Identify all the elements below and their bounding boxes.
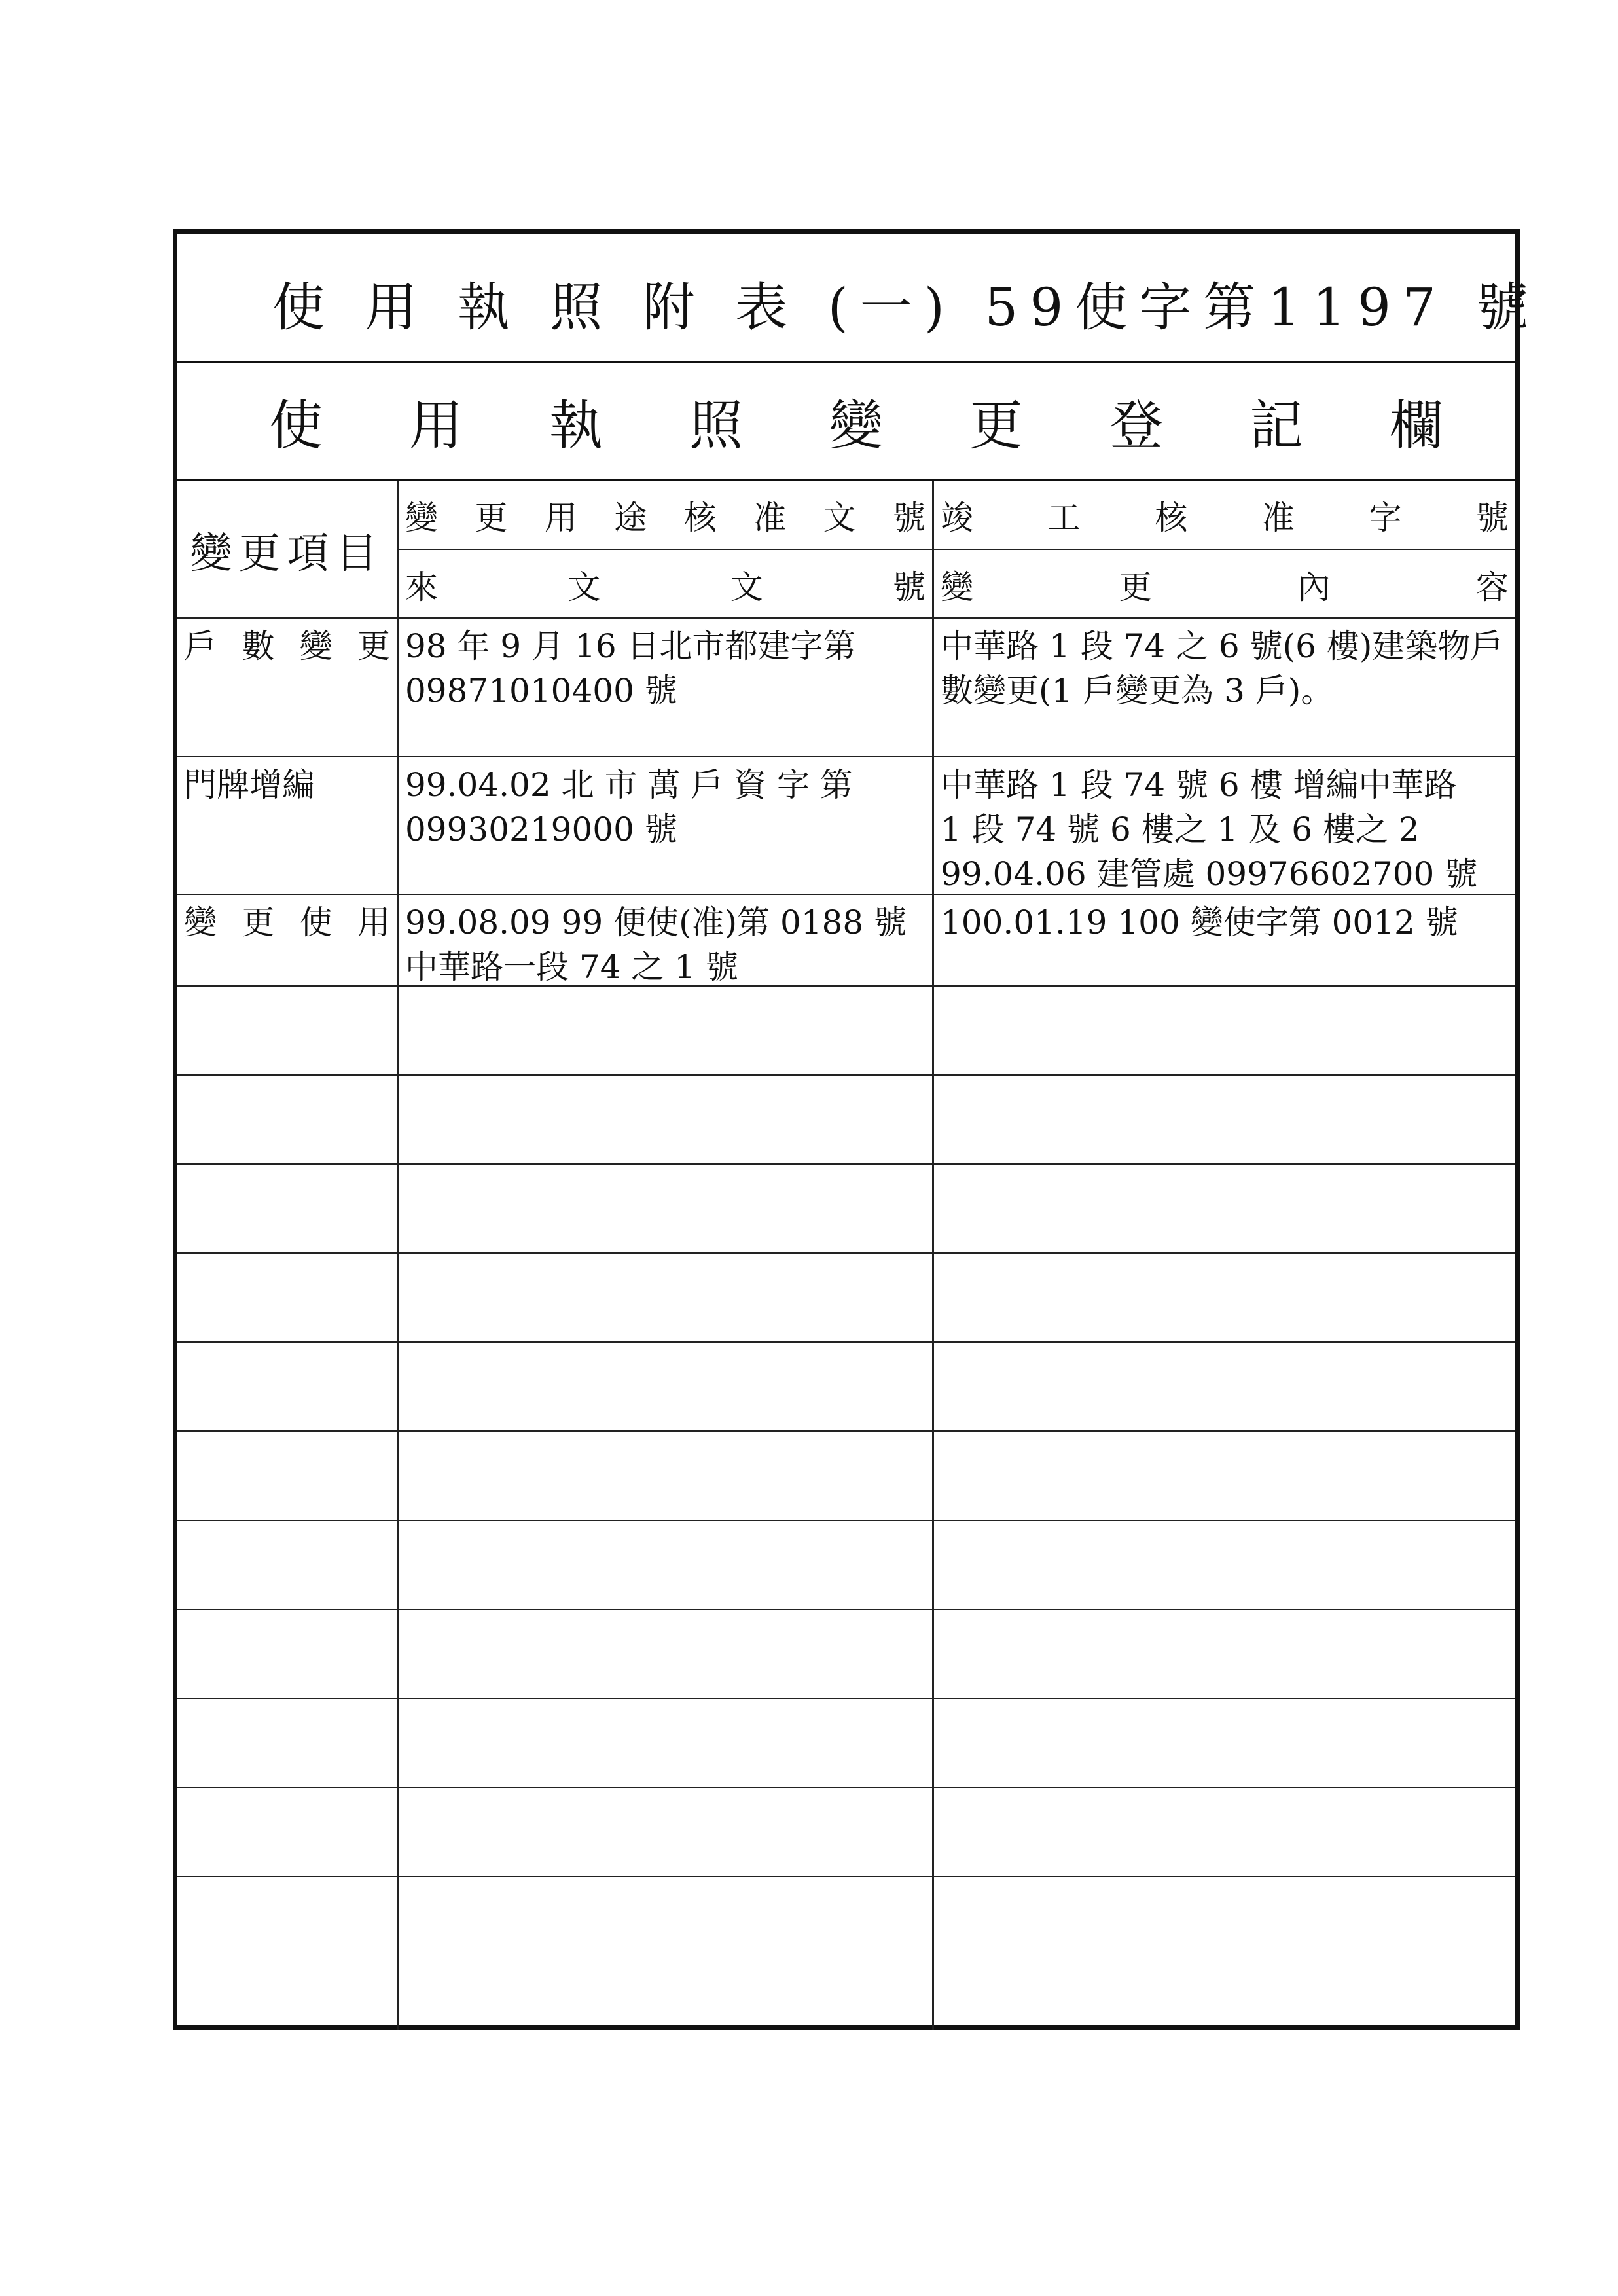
row-item (177, 757, 399, 894)
header-char: 更 (475, 498, 508, 537)
header-completion-no (934, 481, 1515, 550)
item-char: 變 (299, 627, 333, 665)
header-char: 文 (567, 568, 601, 606)
title-row (177, 234, 1541, 363)
header-char: 變 (405, 498, 438, 537)
item-char: 更 (357, 627, 390, 665)
header-char: 變 (941, 568, 973, 606)
header-char: 核 (683, 498, 717, 537)
header-char: 字 (1369, 498, 1402, 537)
content-line: 1 段 74 號 6 樓之 1 及 6 樓之 2 (941, 811, 1420, 848)
header-char: 竣 (941, 498, 973, 537)
header-char: 號 (892, 498, 926, 537)
content-line: 中華路 1 段 74 之 6 號(6 樓)建築物戶 (941, 627, 1503, 665)
doc-line: 09930219000 號 (405, 811, 677, 848)
subtitle-row (177, 363, 1515, 481)
subtitle-char: 記 (1249, 395, 1303, 457)
header-char: 准 (753, 498, 787, 537)
empty-row (177, 1343, 1515, 1432)
empty-row (177, 1699, 1515, 1788)
subtitle-char: 使 (269, 395, 323, 457)
content-line: 中華路 1 段 74 號 6 樓 增編中華路 (941, 766, 1457, 804)
empty-row (177, 1877, 1515, 2030)
header-char: 核 (1155, 498, 1188, 537)
empty-row (177, 1432, 1515, 1521)
item-char: 更 (242, 903, 275, 941)
doc-line: 99.08.09 99 便使(准)第 0188 號 (405, 903, 907, 941)
table-row (177, 757, 1515, 895)
subtitle-char: 欄 (1389, 395, 1443, 457)
empty-row (177, 1521, 1515, 1610)
content-line: 99.04.06 建管處 09976602700 號 (941, 855, 1478, 893)
row-item (177, 619, 399, 756)
header-char: 號 (892, 568, 926, 606)
table-row (177, 895, 1515, 987)
empty-row (177, 987, 1515, 1076)
row-content (934, 757, 1515, 894)
empty-row (177, 1165, 1515, 1254)
header-char: 更 (1119, 568, 1152, 606)
subtitle-char: 變 (829, 395, 883, 457)
content-line: 100.01.19 100 變使字第 0012 號 (941, 903, 1458, 941)
row-doc-no (399, 619, 934, 756)
header-char: 號 (1475, 498, 1509, 537)
subtitle-char: 執 (548, 395, 603, 457)
form-title: 使 用 執 照 附 表 (一) 59使字第1197 號 (272, 277, 1541, 338)
item-char: 變 (184, 903, 217, 941)
row-item (177, 895, 399, 985)
doc-line: 98 年 9 月 16 日北市都建字第 (405, 627, 856, 665)
header-char: 來 (405, 568, 438, 606)
item-text: 門牌增編 (184, 766, 315, 804)
subtitle-char: 登 (1109, 395, 1163, 457)
item-char: 用 (357, 903, 390, 941)
table-header (177, 481, 1515, 619)
header-char: 工 (1047, 498, 1081, 537)
item-char: 數 (242, 627, 275, 665)
content-line: 數變更(1 戶變更為 3 戶)。 (941, 672, 1334, 710)
header-char: 內 (1297, 568, 1331, 606)
empty-row (177, 1610, 1515, 1699)
row-content (934, 619, 1515, 756)
empty-row (177, 1254, 1515, 1343)
item-char: 戶 (184, 627, 217, 665)
header-char: 用 (544, 498, 577, 537)
header-approval-doc-no (399, 481, 934, 550)
empty-row (177, 1076, 1515, 1165)
subtitle-char: 照 (689, 395, 743, 457)
header-char: 途 (614, 498, 647, 537)
header-incoming-doc-no (399, 550, 934, 619)
header-change-content (934, 550, 1515, 619)
header-char: 文 (823, 498, 856, 537)
row-doc-no (399, 757, 934, 894)
doc-line: 99.04.02 北 市 萬 戶 資 字 第 (405, 766, 853, 804)
row-content (934, 895, 1515, 985)
item-char: 使 (299, 903, 333, 941)
header-char: 准 (1261, 498, 1295, 537)
row-doc-no (399, 895, 934, 985)
subtitle-char: 用 (408, 395, 463, 457)
header-char: 文 (730, 568, 763, 606)
empty-row (177, 1788, 1515, 1877)
doc-line: 中華路一段 74 之 1 號 (405, 948, 739, 985)
header-change-item: 變更項目 (177, 481, 399, 619)
header-char: 容 (1475, 568, 1509, 606)
table-row (177, 619, 1515, 757)
doc-line: 09871010400 號 (405, 672, 677, 710)
subtitle-char: 更 (969, 395, 1023, 457)
usage-permit-form (173, 229, 1541, 2030)
